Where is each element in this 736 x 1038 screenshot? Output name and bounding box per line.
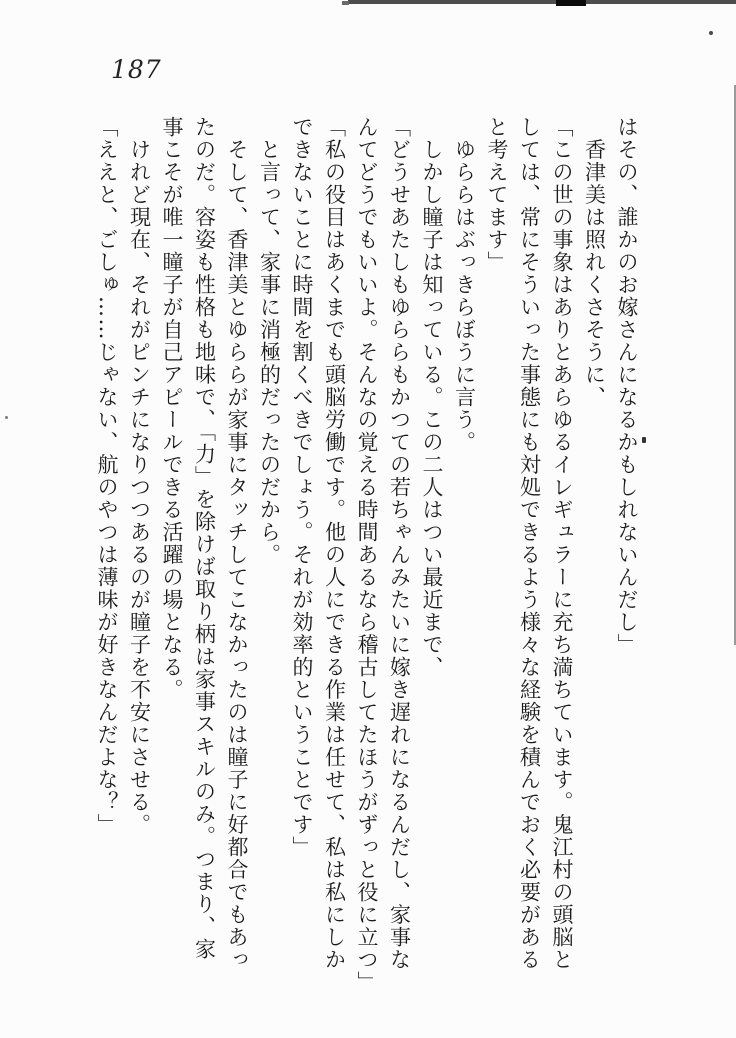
text-column: そして、香津美とゆららが家事にタッチしてこなかったのは瞳子に好都合でもあっ (225, 116, 249, 971)
body-text (91, 116, 644, 1021)
text-column: 「どうせあたしもゆららもかつての若ちゃんみたいに嫁き遅れになるんだし、家事な (387, 116, 412, 971)
text-column: ゆららはぶっきらぼうに言う。 (452, 116, 477, 454)
text-column: と言って、家事に消極的だったのだから。 (257, 116, 282, 566)
text-column: たのだ。容姿も性格も地味で、「力」を除けば取り柄は家事スキルのみ。つまり、家 (192, 116, 217, 961)
text-column: はその、誰かのお嫁さんになるかもしれないんだし」 (615, 116, 639, 656)
text-column: しては、常にそういった事態にも対処できるよう様々な経験を積んでおく必要がある (517, 116, 542, 971)
page-number: 187 (111, 55, 162, 84)
text-column: 事こそが唯一瞳子が自己アピールできる活躍の場となる。 (160, 116, 184, 701)
text-column: けれど現在、それがピンチになりつつあるのが瞳子を不安にさせる。 (127, 116, 152, 836)
text-column: と考えてます」 (485, 116, 509, 274)
scan-artifact-speck (709, 31, 713, 35)
text-column: 「私の役目はあくまでも頭脳労働です。他の人にできる作業は任せて、私は私にしか (322, 116, 347, 971)
scan-artifact-top-blob (556, 0, 586, 6)
scan-artifact-top-line (348, 0, 736, 4)
text-column: んてどうでもいいよ。そんなの覚える時間あるなら稽古してたほうがずっと役に立つ」 (355, 116, 379, 994)
text-column: できないことに時間を割くべきでしょう。それが効率的ということです」 (290, 116, 314, 859)
scan-artifact-speck (5, 416, 8, 419)
text-column: 香津美は照れくさそうに、 (582, 116, 607, 409)
text-column: しかし瞳子は知っている。この二人はつい最近まで、 (420, 116, 444, 679)
scan-artifact-top-tick (342, 1, 349, 5)
text-column: 「この世の事象はありとあらゆるイレギュラーに充ち満ちています。鬼江村の頭脳と (550, 116, 574, 971)
text-column: 「ええと、ごしゅ……じゃない、航のやつは薄味が好きなんだよな？」 (95, 116, 119, 836)
